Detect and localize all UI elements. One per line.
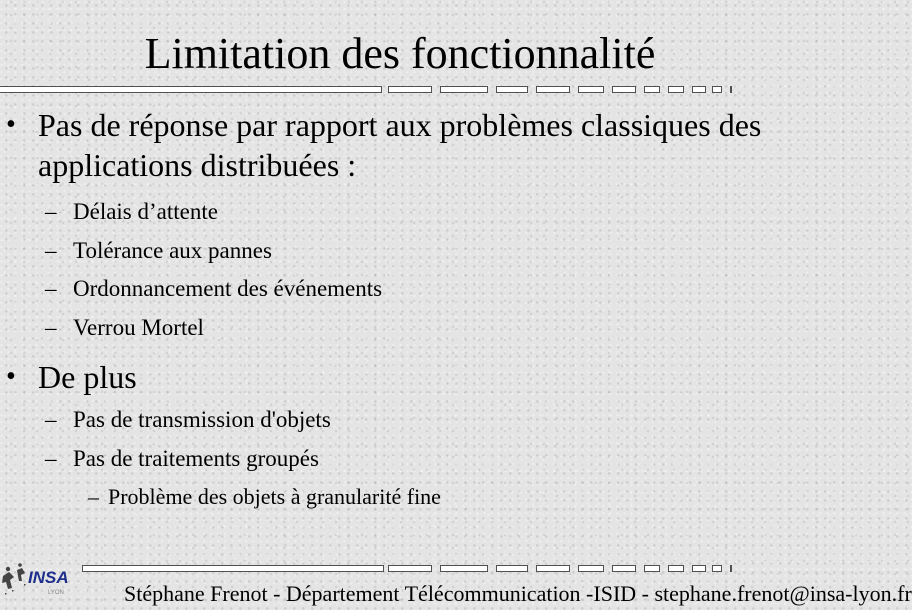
sub-sub-bullet-marker: – bbox=[88, 484, 99, 509]
bullet-marker: • bbox=[6, 109, 16, 140]
divider-segment bbox=[496, 86, 528, 93]
sub-sub-bullet-text: Problème des objets à granularité fine bbox=[108, 484, 441, 509]
divider-segment bbox=[692, 86, 706, 93]
divider-segment bbox=[82, 565, 384, 572]
sub-sub-bullet-item bbox=[0, 478, 800, 516]
divider-segment bbox=[440, 86, 488, 93]
sub-bullet-text: Pas de transmission d'objets bbox=[73, 407, 331, 432]
footer-divider bbox=[0, 565, 740, 572]
bullet-text: De plus bbox=[38, 359, 137, 395]
insa-logo bbox=[0, 556, 80, 600]
sub-bullet-marker: – bbox=[45, 276, 57, 301]
sub-bullet-text: Délais d’attente bbox=[73, 199, 218, 224]
sub-bullet-text: Pas de traitements groupés bbox=[73, 445, 319, 471]
slide-title: Limitation des fonctionnalité bbox=[144, 29, 656, 78]
title-divider bbox=[0, 86, 740, 93]
bullet-item bbox=[0, 357, 800, 397]
footer-text: Stéphane Frenot - Département Télécommunication -ISID - stephane.frenot@insa-lyon.fr bbox=[124, 581, 912, 606]
divider-segment bbox=[388, 565, 432, 572]
svg-text:INSA: INSA bbox=[28, 568, 69, 587]
sub-bullet-item bbox=[0, 193, 800, 232]
bullet-marker: • bbox=[6, 361, 16, 392]
sub-bullet-item bbox=[0, 270, 800, 309]
divider-segment bbox=[644, 86, 660, 93]
sub-bullet-marker: – bbox=[45, 445, 57, 471]
divider-segment bbox=[536, 86, 570, 93]
divider-segment bbox=[0, 86, 382, 93]
divider-segment bbox=[496, 565, 528, 572]
sub-bullet-text: Tolérance aux pannes bbox=[73, 237, 272, 263]
sub-bullet-item bbox=[0, 440, 800, 479]
divider-segment bbox=[612, 565, 636, 572]
divider-segment bbox=[578, 86, 604, 93]
divider-segment bbox=[668, 565, 684, 572]
divider-segment bbox=[536, 565, 570, 572]
sub-bullet-marker: – bbox=[45, 314, 57, 340]
slide-body bbox=[0, 100, 800, 516]
divider-segment bbox=[644, 565, 660, 572]
divider-segment bbox=[440, 565, 488, 572]
divider-segment bbox=[388, 86, 432, 93]
sub-bullet-item bbox=[0, 401, 800, 440]
divider-segment bbox=[712, 86, 722, 93]
divider-segment bbox=[712, 565, 722, 572]
svg-text:LYON: LYON bbox=[48, 590, 64, 596]
sub-bullet-marker: – bbox=[45, 199, 57, 224]
divider-segment bbox=[692, 565, 706, 572]
sub-bullet-item bbox=[0, 309, 800, 348]
sub-bullet-item bbox=[0, 232, 800, 271]
sub-bullet-text: Ordonnancement des événements bbox=[73, 276, 383, 301]
divider-segment bbox=[578, 565, 604, 572]
sub-bullet-marker: – bbox=[45, 237, 57, 263]
divider-segment bbox=[612, 86, 636, 93]
sub-bullet-marker: – bbox=[45, 407, 57, 432]
divider-tick bbox=[730, 86, 732, 93]
divider-tick bbox=[730, 565, 732, 572]
divider-segment bbox=[668, 86, 684, 93]
bullet-item bbox=[0, 105, 800, 185]
bullet-text: Pas de réponse par rapport aux problèmes classiques des applications distribuées : bbox=[38, 107, 762, 183]
sub-bullet-text: Verrou Mortel bbox=[73, 314, 204, 340]
